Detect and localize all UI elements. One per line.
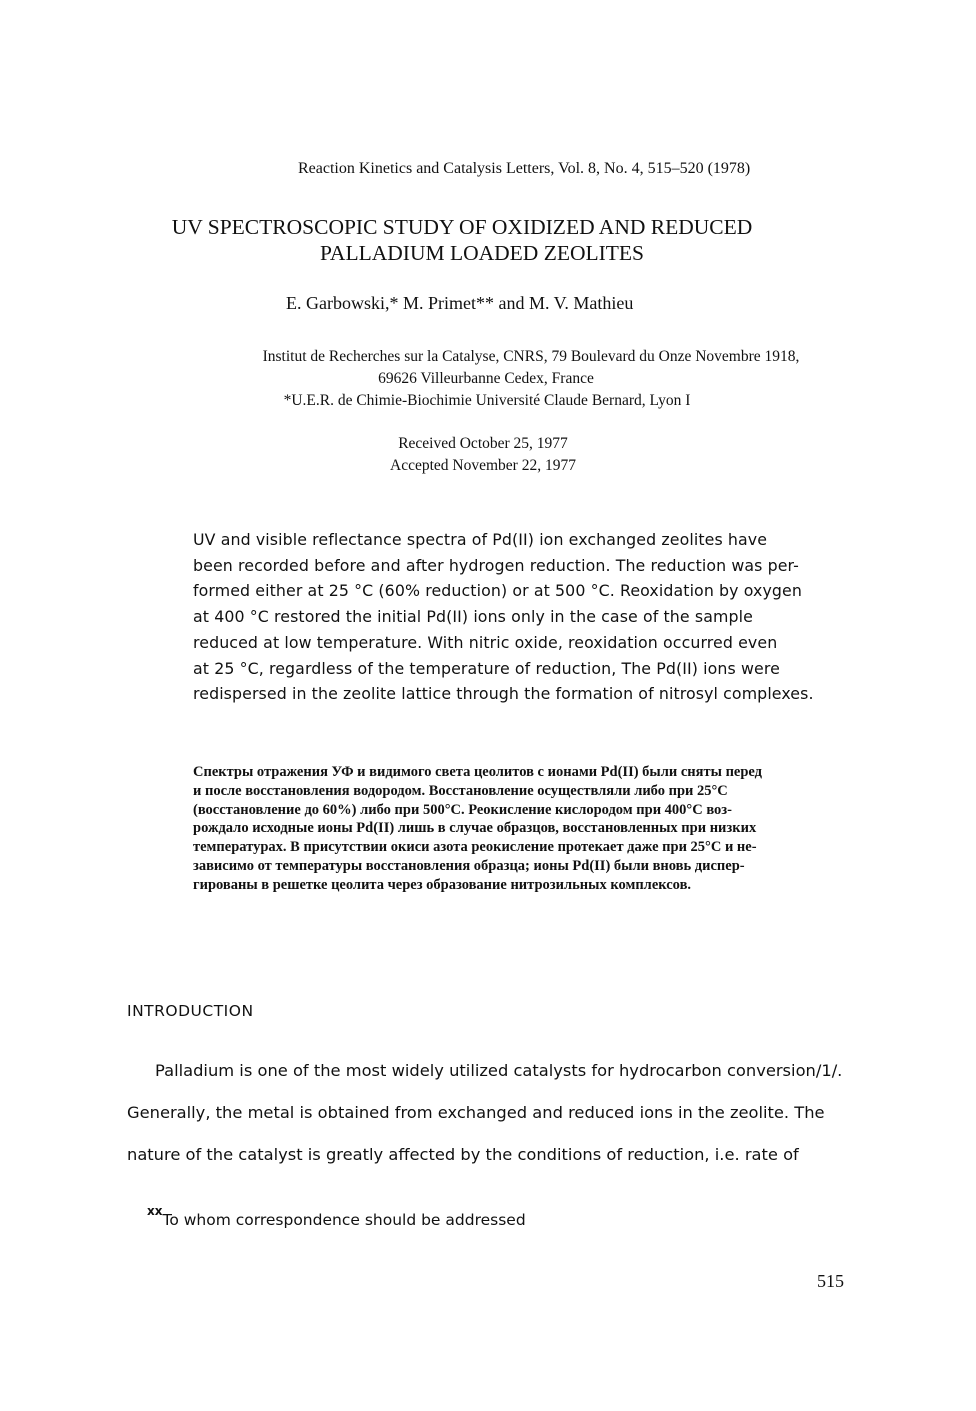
title-line-2: PALLADIUM LOADED ZEOLITES bbox=[319, 241, 645, 265]
intro-line: Palladium is one of the most widely utilized catalysts for hydrocarbon conversion/1/. bbox=[155, 1061, 843, 1080]
abstract-russian bbox=[193, 763, 762, 895]
footnote-marker: xx bbox=[147, 1204, 163, 1218]
article-title bbox=[0, 214, 976, 266]
abstract-ru-line: и после восстановления водородом. Восстановление осуществляли либо при 25°C bbox=[193, 782, 728, 799]
abstract-en-line: UV and visible reflectance spectra of Pd(II) ion exchanged zeolites have bbox=[193, 530, 768, 549]
affiliation-line-3: *U.E.R. de Chimie-Biochimie Université Claude Bernard, Lyon I bbox=[283, 392, 691, 409]
footnote bbox=[147, 1204, 526, 1229]
page-number: 515 bbox=[817, 1271, 844, 1291]
section-heading-introduction: INTRODUCTION bbox=[127, 1002, 254, 1020]
intro-line: Generally, the metal is obtained from exchanged and reduced ions in the zeolite. The bbox=[127, 1103, 825, 1122]
affiliation bbox=[0, 346, 976, 412]
abstract-en-line: formed either at 25 °C (60% reduction) or at 500 °C. Reoxidation by oxygen bbox=[193, 581, 802, 601]
affiliation-line-2: 69626 Villeurbanne Cedex, France bbox=[378, 370, 594, 387]
received-date: Received October 25, 1977 bbox=[398, 435, 568, 452]
abstract-en-line: been recorded before and after hydrogen reduction. The reduction was per- bbox=[193, 555, 799, 575]
abstract-ru-line: рождало исходные ионы Pd(II) лишь в случае образцов, восстановленных при низких bbox=[193, 820, 757, 837]
dates bbox=[0, 433, 976, 477]
abstract-en-line: at 25 °C, regardless of the temperature of reduction, The Pd(II) ions were bbox=[193, 658, 780, 678]
abstract-ru-line: температурах. В присутствии окиси азота реокисление протекает даже при 25°C и не- bbox=[193, 839, 757, 856]
abstract-ru-line: Спектры отражения УФ и видимого света цеолитов с ионами Pd(II) были сняты перед bbox=[193, 764, 762, 780]
abstract-ru-line: зависимо от температуры восстановления образца; ионы Pd(II) были вновь диспер- bbox=[193, 857, 745, 874]
introduction-body bbox=[127, 1050, 842, 1176]
journal-citation: Reaction Kinetics and Catalysis Letters, Vol. 8, No. 4, 515–520 (1978) bbox=[298, 160, 751, 177]
abstract-en-line: at 400 °C restored the initial Pd(II) ions only in the case of the sample bbox=[193, 607, 753, 627]
abstract-ru-line: (восстановление до 60%) либо при 500°C. Реокисление кислородом при 400°C воз- bbox=[193, 801, 732, 818]
accepted-date: Accepted November 22, 1977 bbox=[390, 457, 576, 474]
authors: E. Garbowski,* M. Primet** and M. V. Mathieu bbox=[286, 293, 634, 313]
affiliation-line-1: Institut de Recherches sur la Catalyse, CNRS, 79 Boulevard du Onze Novembre 1918, bbox=[262, 348, 800, 365]
title-line-1: UV SPECTROSCOPIC STUDY OF OXIDIZED AND REDUCED bbox=[171, 215, 753, 239]
abstract-ru-line: гированы в решетке цеолита через образование нитрозильных комплексов. bbox=[193, 876, 692, 893]
abstract-en-line: reduced at low temperature. With nitric oxide, reoxidation occurred even bbox=[193, 632, 778, 652]
footnote-text: To whom correspondence should be addressed bbox=[162, 1211, 526, 1229]
abstract-english bbox=[193, 527, 814, 707]
intro-line: nature of the catalyst is greatly affected by the conditions of reduction, i.e. rate of bbox=[127, 1145, 799, 1164]
abstract-en-line: redispersed in the zeolite lattice through the formation of nitrosyl complexes. bbox=[193, 684, 814, 704]
